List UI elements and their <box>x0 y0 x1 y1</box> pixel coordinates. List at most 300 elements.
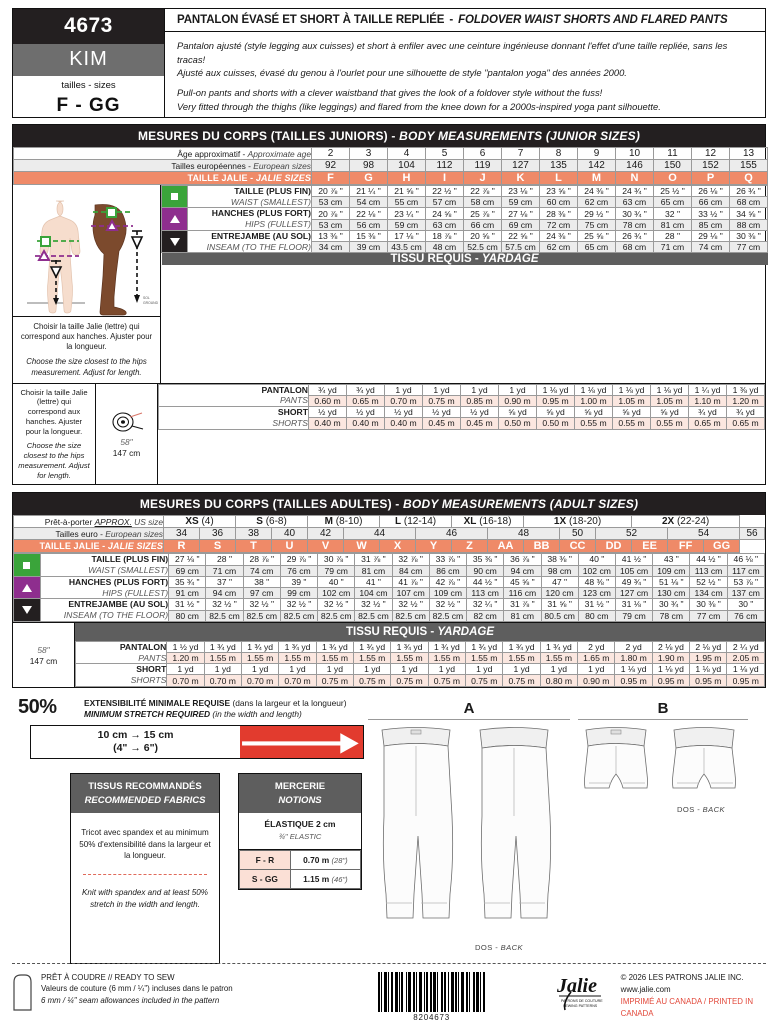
adult-pants-m-14: 1.95 m <box>690 653 727 664</box>
junior-advice-fr: Choisir la taille Jalie (lettre) qui correspond aux hanches. Ajuster pour la longueur. <box>20 322 153 352</box>
adult-hips-cm-1: 94 cm <box>206 588 243 599</box>
adult-inseam-cm-13: 78 cm <box>653 610 690 621</box>
adult-shorts-m-row <box>76 675 765 686</box>
view-a-back-label <box>428 943 570 952</box>
description-fr-line2: Ajusté aux cuisses, évasé du genou à l'ourlet pour une silhouette de style "pantalon yoga" des années 2000. <box>177 66 627 78</box>
square-icon <box>171 193 178 200</box>
junior-jalie-label <box>14 172 312 185</box>
fabric-bolt-icon <box>108 409 146 435</box>
adult-bolt-width <box>13 623 75 687</box>
adult-shorts-yd-13: 1 ⅛ yd <box>652 664 689 675</box>
adult-yardage-banner-fr: TISSU REQUIS - <box>345 625 435 638</box>
adult-shorts-yd-14: 1 ⅛ yd <box>690 664 727 675</box>
junior-inseam-in-8: 26 ¾ " <box>616 230 654 241</box>
footer-seam-fr: Valeurs de couture (6 mm / ¼") incluses dans le patron <box>41 984 233 994</box>
junior-waist-in-1: 21 ¼ " <box>350 186 388 197</box>
adult-pants-m-5: 1.55 m <box>354 653 391 664</box>
adult-inseam-in-8: 32 ¼ " <box>467 599 504 610</box>
adult-waist-in-2: 28 ⅞ " <box>243 554 280 565</box>
pattern-number: 4673 <box>13 9 164 44</box>
adult-pants-yd-row <box>76 641 765 652</box>
junior-inseam-in-5: 22 ⅝ " <box>502 230 540 241</box>
junior-hips-cm-0: 53 cm <box>312 219 350 230</box>
junior-inseam-in-3: 18 ⅞ " <box>426 230 464 241</box>
adult-jalie-13: EE <box>632 540 668 553</box>
adult-waist-in-1: 28 " <box>206 554 243 565</box>
junior-hips-cm-2: 59 cm <box>388 219 426 230</box>
title-separator: - <box>449 14 454 27</box>
title-french: PANTALON ÉVASÉ ET SHORT À TAILLE REPLIÉE <box>177 14 445 27</box>
junior-jalie-2: H <box>388 172 426 185</box>
junior-pants-m-3: 0.75 m <box>423 395 461 406</box>
adult-euro-4: 42 <box>308 528 344 540</box>
fabrics-divider <box>83 874 207 875</box>
adult-inseam-in-5: 32 ½ " <box>355 599 392 610</box>
junior-waist-in-5: 23 ⅛ " <box>502 186 540 197</box>
junior-jalie-3: I <box>426 172 464 185</box>
junior-jalie-label-en: JALIE SIZES <box>255 173 311 183</box>
junior-shorts-yd-6: ⅝ yd <box>537 407 575 418</box>
adult-shorts-yd-11: 1 yd <box>578 664 615 675</box>
adult-inseam-in-4: 32 ½ " <box>318 599 355 610</box>
adult-euro-2: 38 <box>236 528 272 540</box>
adult-jalie-label-en: JALIE SIZES <box>107 541 163 552</box>
junior-hips-cm-9: 81 cm <box>654 219 692 230</box>
junior-hips-in-9: 32 " <box>654 208 692 219</box>
junior-inseam-cm-9: 71 cm <box>654 242 692 253</box>
adult-inseam-label-fr: ENTREJAMBE (AU SOL) <box>68 599 169 610</box>
adult-shorts-m-2: 0.70 m <box>242 675 279 686</box>
junior-shorts-yd-0: ½ yd <box>309 407 347 418</box>
adult-shorts-m-5: 0.75 m <box>354 675 391 686</box>
junior-inseam-cm-11: 77 cm <box>730 242 768 253</box>
adult-hips-cm-8: 113 cm <box>467 588 504 599</box>
junior-pants-m-5: 0.90 m <box>499 395 537 406</box>
adult-euro-5: 44 <box>344 528 416 540</box>
adult-us-range-5: (18-20) <box>568 516 602 528</box>
adult-waist-cm-6: 84 cm <box>392 565 429 576</box>
junior-age-3: 5 <box>426 148 464 160</box>
junior-hips-in-8: 30 ¾ " <box>616 208 654 219</box>
junior-shorts-yd-1: ½ yd <box>347 407 385 418</box>
junior-hips-cm-8: 78 cm <box>616 219 654 230</box>
junior-pants-yd-4: 1 yd <box>461 384 499 395</box>
adult-pants-yd-0: 1 ½ yd <box>167 641 204 652</box>
junior-inseam-cm-10: 74 cm <box>692 242 730 253</box>
junior-waist-cm-10: 66 cm <box>692 197 730 208</box>
junior-jalie-label-fr: TAILLE JALIE - <box>187 173 254 183</box>
description-fr-line1: Pantalon ajusté (style legging aux cuisses) et short à enfiler avec une ceinture ingénieuse donnant l'effet d'une taille repliée, sans les tracas! <box>177 40 728 65</box>
pattern-piece-icon <box>12 972 34 1012</box>
junior-inseam-in-10: 29 ⅛ " <box>692 230 730 241</box>
pants-front-illustration <box>382 728 453 919</box>
adult-inseam-in-1: 32 ½ " <box>206 599 243 610</box>
junior-euro-9: 150 <box>654 160 692 172</box>
adult-waist-label-en: WAIST (SMALLEST) <box>88 565 169 576</box>
adult-jalie-11: CC <box>560 540 596 553</box>
adult-hips-in-1: 37 " <box>206 576 243 587</box>
junior-pants-m-9: 1.05 m <box>651 395 689 406</box>
adult-inseam-in-14: 30 ⅜ " <box>690 599 727 610</box>
adult-us-code-0: XS <box>185 516 199 528</box>
adult-shorts-m-11: 0.90 m <box>578 675 615 686</box>
adult-yardage-banner <box>75 623 765 641</box>
adult-pants-yd-12: 2 yd <box>615 641 652 652</box>
title-english: FOLDOVER WAIST SHORTS AND FLARED PANTS <box>458 14 728 27</box>
notions-sizes-1: S - GG <box>240 869 291 888</box>
fabrics-header-en: RECOMMENDED FABRICS <box>84 794 206 806</box>
adult-pants-yd-13: 2 ⅛ yd <box>652 641 689 652</box>
adult-euro-7: 48 <box>488 528 560 540</box>
adult-waist-in-7: 33 ⅞ " <box>429 554 466 565</box>
junior-waist-in-0: 20 ⅞ " <box>312 186 350 197</box>
triangle-down-icon <box>170 238 180 246</box>
adult-waist-label <box>40 554 168 576</box>
junior-yardage-body <box>13 383 765 485</box>
adult-jalie-10: BB <box>524 540 560 553</box>
adult-inseam-in-row <box>14 599 765 610</box>
adult-waist-swatch-green <box>14 554 41 576</box>
header <box>12 8 766 118</box>
adult-waist-cm-1: 71 cm <box>206 565 243 576</box>
adult-us-group-1x <box>524 516 632 528</box>
junior-inseam-in-row <box>162 230 768 241</box>
junior-jalie-11: Q <box>730 172 768 185</box>
adult-jalie-9: AA <box>488 540 524 553</box>
adult-us-group-s <box>236 516 308 528</box>
junior-yardage-banner-en: YARDAGE <box>481 253 539 266</box>
stretch-gauge-labels <box>31 726 240 758</box>
triangle-up-icon <box>170 215 180 223</box>
junior-pants-m-2: 0.70 m <box>385 395 423 406</box>
adult-pants-m-13: 1.90 m <box>652 653 689 664</box>
adult-jalie-5: W <box>344 540 380 553</box>
adult-hips-in-15: 53 ⅞ " <box>727 576 764 587</box>
adult-pants-label-en: PANTS <box>138 652 167 663</box>
junior-yardage-right <box>158 384 765 485</box>
junior-waist-label <box>188 186 312 208</box>
stretch-text <box>84 696 347 721</box>
view-b-back-sep: - <box>697 805 701 814</box>
junior-hips-label <box>188 208 312 230</box>
adult-yardage-table <box>75 641 765 687</box>
adult-us-group-2x <box>632 516 740 528</box>
adult-pants-m-7: 1.55 m <box>428 653 465 664</box>
fabrics-body-fr: Tricot avec spandex et au minimum 50% d'extensibilité dans la largeur et la longueur. <box>79 827 211 861</box>
adult-waist-in-13: 43 " <box>653 554 690 565</box>
adult-pants-yd-1: 1 ¾ yd <box>204 641 241 652</box>
notions-amount-m-1: 1.15 m <box>303 873 330 884</box>
junior-bolt-width <box>95 384 157 485</box>
junior-yardage-banner-fr: TISSU REQUIS - <box>390 253 479 266</box>
junior-waist-cm-0: 53 cm <box>312 197 350 208</box>
adult-pants-yd-10: 1 ¾ yd <box>540 641 577 652</box>
adult-inseam-cm-8: 82 cm <box>467 610 504 621</box>
junior-inseam-label-en: INSEAM (TO THE FLOOR) <box>206 241 311 252</box>
junior-euro-7: 142 <box>578 160 616 172</box>
junior-hips-in-11: 34 ⅝ " <box>730 208 768 219</box>
barcode-block <box>355 972 509 1022</box>
junior-hips-label-fr: HANCHES (PLUS FORT) <box>211 208 311 219</box>
adult-pants-m-10: 1.55 m <box>540 653 577 664</box>
junior-waist-in-row <box>162 186 768 197</box>
junior-shorts-yd-10: ¾ yd <box>689 407 727 418</box>
junior-inseam-cm-2: 43.5 cm <box>388 242 426 253</box>
adult-waist-cm-3: 76 cm <box>280 565 317 576</box>
junior-yardage-advice <box>13 384 95 485</box>
adult-banner-fr: MESURES DU CORPS (TAILLES ADULTES) - <box>139 497 400 512</box>
adult-euro-6: 46 <box>416 528 488 540</box>
fabrics-header-fr: TISSUS RECOMMANDÉS <box>88 781 202 793</box>
adult-inseam-in-9: 31 ⅞ " <box>504 599 541 610</box>
adult-shorts-yd-4: 1 yd <box>316 664 353 675</box>
junior-jalie-10: P <box>692 172 730 185</box>
adult-waist-in-row <box>14 554 765 565</box>
adult-inseam-cm-9: 81 cm <box>504 610 541 621</box>
adult-us-code-6: 2X <box>661 516 675 528</box>
junior-shorts-yd-8: ⅝ yd <box>613 407 651 418</box>
pattern-name: KIM <box>13 44 164 76</box>
adult-waist-cm-7: 86 cm <box>429 565 466 576</box>
junior-euro-10: 152 <box>692 160 730 172</box>
stretch-line-fr <box>84 698 347 709</box>
junior-shorts-m-2: 0.40 m <box>385 418 423 429</box>
adult-shorts-yd-6: 1 yd <box>391 664 428 675</box>
adult-waist-swatch-inner <box>14 554 40 575</box>
junior-euro-4: 119 <box>464 160 502 172</box>
adult-shorts-yd-12: 1 ⅛ yd <box>615 664 652 675</box>
junior-age-label-en: Approximate age <box>247 148 311 159</box>
adult-pants-m-15: 2.05 m <box>727 653 765 664</box>
stretch-gauge-metric: 10 cm → 15 cm <box>97 729 174 742</box>
junior-euro-11: 155 <box>730 160 768 172</box>
junior-bolt-width-cm: 147 cm <box>112 448 141 459</box>
junior-pants-yd-5: 1 yd <box>499 384 537 395</box>
junior-pants-yd-8: 1 ⅛ yd <box>613 384 651 395</box>
adult-us-code-4: XL <box>463 516 477 528</box>
body-figure-svg <box>13 185 160 317</box>
adult-hips-in-row <box>14 576 765 587</box>
junior-shorts-yd-4: ½ yd <box>461 407 499 418</box>
adult-jalie-2: T <box>236 540 272 553</box>
stretch-line-en-bold: MINIMUM STRETCH REQUIRED <box>84 709 211 720</box>
stretch-line-en <box>84 709 347 720</box>
hips-swatch-inner <box>162 208 187 229</box>
footer-website[interactable]: www.jalie.com <box>620 984 671 994</box>
stretch-arrow-icon <box>240 726 363 761</box>
junior-waist-cm-7: 62 cm <box>578 197 616 208</box>
notions-row-1 <box>240 869 361 888</box>
view-b <box>578 700 748 814</box>
junior-age-row <box>14 148 768 160</box>
junior-shorts-yd-7: ⅝ yd <box>575 407 613 418</box>
adult-hips-in-8: 44 ½ " <box>467 576 504 587</box>
junior-hips-in-3: 24 ⅝ " <box>426 208 464 219</box>
hips-swatch-purple <box>162 208 188 230</box>
adult-inseam-cm-1: 82.5 cm <box>206 610 243 621</box>
junior-hips-cm-11: 88 cm <box>730 219 768 230</box>
junior-bolt-width-in: 58" <box>120 437 133 448</box>
adult-inseam-swatch-inner <box>14 599 40 620</box>
adult-waist-cm-15: 117 cm <box>727 565 764 576</box>
junior-banner <box>13 125 765 147</box>
junior-waist-cm-3: 57 cm <box>426 197 464 208</box>
junior-hips-in-0: 20 ⅞ " <box>312 208 350 219</box>
junior-banner-en: BODY MEASUREMENTS (JUNIOR SIZES) <box>399 129 641 143</box>
adult-pants-yd-6: 1 ¾ yd <box>391 641 428 652</box>
junior-shorts-m-3: 0.45 m <box>423 418 461 429</box>
adult-measurements-block <box>12 492 766 687</box>
adult-us-label-fr: Prêt-à-porter <box>44 516 93 527</box>
adult-hips-cm-3: 99 cm <box>280 588 317 599</box>
adult-hips-cm-5: 104 cm <box>355 588 392 599</box>
notions-header-fr: MERCERIE <box>274 781 326 793</box>
adult-euro-11: 56 <box>740 528 765 540</box>
notions-amount-0 <box>290 850 360 869</box>
notions-amount-in-0: (28") <box>331 855 348 865</box>
adult-hips-in-4: 40 " <box>318 576 355 587</box>
junior-shorts-m-9: 0.55 m <box>651 418 689 429</box>
junior-pants-m-10: 1.10 m <box>689 395 727 406</box>
junior-age-label-fr: Âge approximatif - <box>177 148 246 159</box>
adult-us-range-0: (4) <box>201 516 214 528</box>
adult-waist-in-10: 38 ⅜ " <box>541 554 578 565</box>
adult-waist-in-8: 35 ⅜ " <box>467 554 504 565</box>
adult-us-label-approx: APPROX. <box>94 516 132 527</box>
junior-age-label <box>14 148 312 160</box>
notions-sizes-0: F - R <box>240 850 291 869</box>
junior-inseam-cm-0: 34 cm <box>312 242 350 253</box>
junior-yardage-advice-en: Choose the size closest to the hips measurement. Adjust for length. <box>18 440 90 480</box>
adult-shorts-m-3: 0.70 m <box>279 675 316 686</box>
junior-euro-3: 112 <box>426 160 464 172</box>
inseam-swatch-black <box>162 230 188 252</box>
view-a-drawing <box>368 720 570 938</box>
jalie-sub2: SEWING PATTERNS <box>562 1004 597 1008</box>
barcode-image <box>378 972 485 1012</box>
junior-waist-in-6: 23 ⅝ " <box>540 186 578 197</box>
junior-jalie-8: N <box>616 172 654 185</box>
adult-hips-in-3: 39 " <box>280 576 317 587</box>
adult-waist-in-9: 36 ⅞ " <box>504 554 541 565</box>
adult-hips-cm-4: 102 cm <box>318 588 355 599</box>
adult-shorts-m-6: 0.75 m <box>391 675 428 686</box>
adult-shorts-m-13: 0.95 m <box>652 675 689 686</box>
adult-us-label <box>14 516 164 528</box>
adult-shorts-yd-2: 1 yd <box>242 664 279 675</box>
junior-jalie-6: L <box>540 172 578 185</box>
adult-euro-10: 54 <box>668 528 740 540</box>
junior-inseam-in-0: 13 ⅜ " <box>312 230 350 241</box>
junior-shorts-m-10: 0.65 m <box>689 418 727 429</box>
junior-banner-fr: MESURES DU CORPS (TAILLES JUNIORS) - <box>137 129 396 143</box>
junior-waist-cm-1: 54 cm <box>350 197 388 208</box>
description-en-line2: Very fitted through the thighs (like leggings) and flared from the knee down for a 2000s-inspired yoga pant silhouette. <box>177 100 661 112</box>
adult-hips-cm-10: 120 cm <box>541 588 578 599</box>
adult-us-code-5: 1X <box>553 516 567 528</box>
adult-hips-in-6: 41 ⅞ " <box>392 576 429 587</box>
view-b-letter: B <box>657 700 669 717</box>
junior-hips-cm-1: 56 cm <box>350 219 388 230</box>
adult-waist-in-14: 44 ½ " <box>690 554 727 565</box>
adult-hips-cm-6: 107 cm <box>392 588 429 599</box>
adult-waist-in-12: 41 ½ " <box>615 554 652 565</box>
footer-printed: IMPRIMÉ AU CANADA / PRINTED IN CANADA <box>620 996 754 1018</box>
notions-amount-1 <box>290 869 360 888</box>
junior-waist-cm-8: 63 cm <box>616 197 654 208</box>
junior-pants-label-fr: PANTALON <box>261 384 308 395</box>
junior-left-panel <box>13 185 161 383</box>
adult-waist-in-6: 32 ⅞ " <box>392 554 429 565</box>
adult-yardage-right <box>75 623 765 687</box>
adult-inseam-in-0: 31 ½ " <box>169 599 206 610</box>
junior-euro-row <box>14 160 768 172</box>
junior-euro-8: 146 <box>616 160 654 172</box>
junior-waist-in-9: 25 ½ " <box>654 186 692 197</box>
adult-jalie-1: S <box>200 540 236 553</box>
junior-pants-m-6: 0.95 m <box>537 395 575 406</box>
adult-waist-cm-9: 94 cm <box>504 565 541 576</box>
junior-jalie-1: G <box>350 172 388 185</box>
junior-right-panel <box>161 185 768 383</box>
junior-age-11: 13 <box>730 148 768 160</box>
adult-inseam-cm-15: 76 cm <box>727 610 764 621</box>
adult-hips-in-5: 41 " <box>355 576 392 587</box>
adult-inseam-label <box>40 599 168 621</box>
adult-pants-yd-9: 1 ¾ yd <box>503 641 540 652</box>
junior-advice-en: Choose the size closest to the hips measurement. Adjust for length. <box>26 357 147 377</box>
notions-elastic-title <box>239 813 361 850</box>
junior-waist-in-2: 21 ⅝ " <box>388 186 426 197</box>
adult-measurements-table <box>13 553 765 621</box>
adult-pants-m-3: 1.55 m <box>279 653 316 664</box>
junior-inseam-in-11: 30 ⅜ " <box>730 230 768 241</box>
junior-euro-1: 98 <box>350 160 388 172</box>
adult-us-range-6: (22-24) <box>676 516 710 528</box>
adult-us-range-4: (16-18) <box>479 516 512 528</box>
adult-hips-swatch-inner <box>14 577 40 598</box>
adult-euro-0: 34 <box>164 528 200 540</box>
junior-euro-label-fr: Tailles européennes - <box>171 160 251 171</box>
adult-size-header-table <box>13 515 765 553</box>
adult-waist-label-fr: TAILLE (PLUS FIN) <box>91 554 169 565</box>
adult-inseam-cm-14: 77 cm <box>690 610 727 621</box>
junior-euro-0: 92 <box>312 160 350 172</box>
adult-jalie-4: V <box>308 540 344 553</box>
adult-waist-cm-13: 109 cm <box>653 565 690 576</box>
adult-euro-3: 40 <box>272 528 308 540</box>
adult-hips-in-10: 47 " <box>541 576 578 587</box>
description-gap <box>177 79 753 86</box>
waist-swatch-green <box>162 186 188 208</box>
adult-shorts-label-en: SHORTS <box>130 674 167 685</box>
junior-euro-label-en: European sizes <box>253 160 311 171</box>
junior-shorts-label <box>159 407 309 429</box>
junior-inseam-cm-7: 65 cm <box>578 242 616 253</box>
recommended-fabrics-box <box>70 773 220 964</box>
junior-inseam-label-fr: ENTREJAMBE (AU SOL) <box>211 230 311 241</box>
junior-inseam-in-1: 15 ⅜ " <box>350 230 388 241</box>
junior-waist-in-10: 26 ⅛ " <box>692 186 730 197</box>
adult-inseam-cm-0: 80 cm <box>169 610 206 621</box>
junior-waist-cm-6: 60 cm <box>540 197 578 208</box>
adult-inseam-cm-12: 79 cm <box>615 610 652 621</box>
adult-shorts-m-10: 0.80 m <box>540 675 577 686</box>
junior-waist-label-en: WAIST (SMALLEST) <box>230 196 311 207</box>
adult-hips-cm-7: 109 cm <box>429 588 466 599</box>
measurement-figure <box>13 185 160 317</box>
adult-bolt-width-cm: 147 cm <box>29 656 58 667</box>
